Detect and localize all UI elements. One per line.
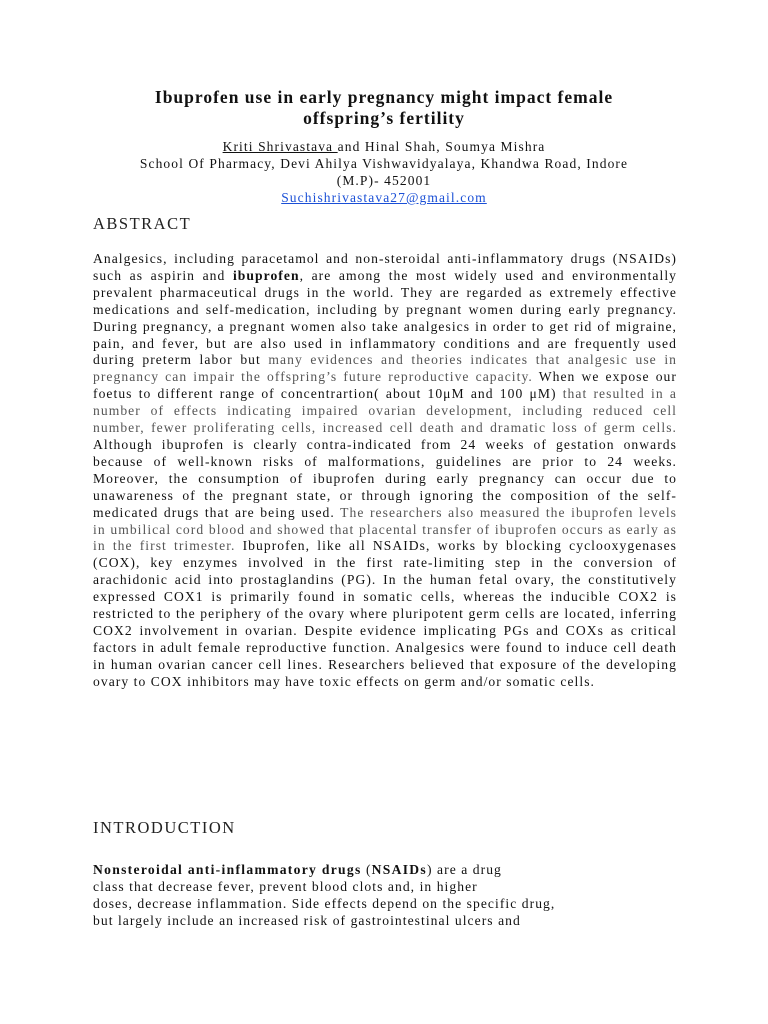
intro-line-1-rest: ) are a drug	[427, 862, 502, 877]
affiliation-line-1: School Of Pharmacy, Devi Ahilya Vishwavidyalaya, Khandwa Road, Indore	[139, 156, 629, 171]
abstract-text-3: When we expose our foetus to different range of concentrartion( about 10μM and 100 μM)	[93, 369, 677, 402]
intro-line-4: but largely include an increased risk of gastrointestinal ulcers and	[93, 912, 521, 928]
author-email-link[interactable]: Suchishrivastava27@gmail.com	[281, 190, 487, 205]
first-author: Kriti Shrivastava	[222, 139, 338, 154]
intro-paren: (	[361, 862, 372, 877]
abstract-text-5: Ibuprofen, like all NSAIDs, works by blocking cyclooxygenases (COX), key enzymes involved in the first rate-limiting step in the conversion of arachidonic acid into prostaglandins (PG). In the human fetal ovary, the constitutively expressed COX1 is primarily found in somatic cells, whereas the inducible COX2 is restricted to the periphery of the ovary where pluripotent germ cells are located, inferring COX2 involvement in ovarian. Despite evidence implicating PGs and COXs as critical factors in adult female reproductive function. Analgesics were found to induce cell death in human ovarian cancer cell lines. Researchers believed that exposure of the developing ovary to COX inhibitors may have toxic effects on germ and/or somatic cells.	[93, 538, 677, 689]
intro-line-2: class that decrease fever, prevent blood clots and, in higher	[93, 878, 478, 894]
introduction-paragraph	[93, 862, 677, 930]
co-authors: and Hinal Shah, Soumya Mishra	[337, 139, 546, 154]
intro-bold-abbrev: NSAIDs	[371, 862, 428, 877]
intro-bold-term: Nonsteroidal anti-inflammatory drugs	[93, 862, 362, 877]
intro-line-1	[93, 862, 677, 879]
author-names	[60, 138, 708, 155]
introduction-heading: INTRODUCTION	[93, 818, 236, 837]
abstract-heading: ABSTRACT	[93, 214, 192, 233]
abstract-text-2: , are among the most widely used and environmentally prevalent pharmaceutical drugs in the world. They are regarded as extremely effective medications and self-medication, including by pregnant women during early pregnancy. During pregnancy, a pregnant women also take analgesics in order to get rid of migraine, pain, and fever, but are also used in inflammatory conditions and are frequently used during preterm labor but	[93, 267, 677, 368]
author-block	[60, 138, 708, 206]
title-line-1: Ibuprofen use in early pregnancy might impact female	[154, 87, 614, 107]
abstract-paragraph	[93, 251, 677, 691]
intro-line-3: doses, decrease inflammation. Side effects depend on the specific drug,	[93, 895, 556, 911]
abstract-gray-text-2: that resulted in a number of effects indicating impaired ovarian development, including reduced cell number, fewer proliferating cells, increased cell death and dramatic loss of germ cells.	[93, 386, 677, 436]
affiliation-line-2: (M.P)- 452001	[336, 173, 432, 188]
abstract-gray-text-3: The researchers also measured the ibuprofen levels in umbilical cord blood and showed that placental transfer of ibuprofen occurs as early as in the first trimester.	[93, 504, 677, 554]
abstract-gray-text-1: many evidences and theories indicates that analgesic use in pregnancy can impair the offspring’s future reproductive capacity.	[93, 352, 677, 385]
paper-title	[60, 87, 708, 129]
title-line-2: offspring’s fertility	[303, 108, 465, 128]
abstract-text-1: Analgesics, including paracetamol and non-steroidal anti-inflammatory drugs (NSAIDs) such as aspirin and	[93, 251, 677, 283]
abstract-text-4: Although ibuprofen is clearly contra-indicated from 24 weeks of gestation onwards because of well-known risks of malformations, guidelines are prior to 24 weeks. Moreover, the consumption of ibuprofen during early pregnancy can occur due to unawareness of the pregnant state, or through ignoring the composition of the self-medicated drugs that are being used.	[93, 436, 677, 520]
abstract-bold-ibuprofen: ibuprofen	[232, 267, 300, 283]
